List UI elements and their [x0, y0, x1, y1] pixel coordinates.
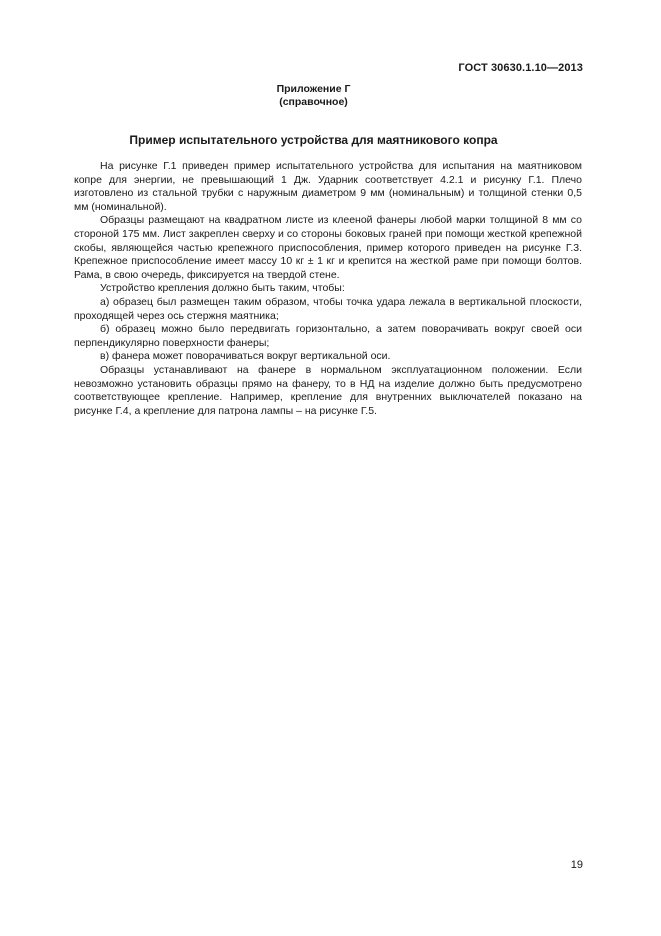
appendix-label: Приложение Г [276, 83, 351, 95]
list-item: в) фанера может поворачиваться вокруг вертикальной оси. [100, 350, 391, 363]
document-code: ГОСТ 30630.1.10—2013 [458, 62, 583, 74]
body-text [74, 160, 582, 418]
paragraph: Устройство крепления должно быть таким, чтобы: [100, 282, 345, 295]
paragraph: Образцы размещают на квадратном листе из клееной фанеры любой марки толщиной 8 мм со стороной 175 мм. Лист закреплен сверху и со стороны боковых граней при помощи жесткой крепежной скобы, являющейся частью крепежного приспособления, пример которого приведен на рисунке Г.3. Крепежное приспособление имеет массу 10 кг ± 1 кг и крепится на жесткой раме при помощи болтов. Рама, в свою очередь, фиксируется на твердой стене. [74, 214, 582, 281]
section-title: Пример испытательного устройства для маятникового копра [129, 133, 498, 147]
appendix-type: (справочное) [279, 96, 348, 108]
page-number: 19 [570, 859, 583, 871]
list-item: б) образец можно было передвигать горизонтально, а затем поворачивать вокруг своей оси перпендикулярно поверхности фанеры; [74, 323, 582, 349]
paragraph: Образцы устанавливают на фанере в нормальном эксплуатационном положении. Если невозможно установить образцы прямо на фанеру, то в НД на изделие должно быть предусмотрено соответствующее крепление. Например, крепление для внутренних выключателей показано на рисунке Г.4, а крепление для патрона лампы – на рисунке Г.5. [74, 363, 582, 417]
paragraph: На рисунке Г.1 приведен пример испытательного устройства для испытания на маятниковом копре для энергии, не превышающий 1 Дж. Ударник соответствует 4.2.1 и рисунку Г.1. Плечо изготовлено из стальной трубки с наружным диаметром 9 мм (номинальным) и толщиной стенки 0,5 мм (номинальной). [74, 160, 582, 213]
appendix-heading [0, 83, 627, 109]
list-item: а) образец был размещен таким образом, чтобы точка удара лежала в вертикальной плоскости, проходящей через ось стержня маятника; [74, 295, 582, 322]
